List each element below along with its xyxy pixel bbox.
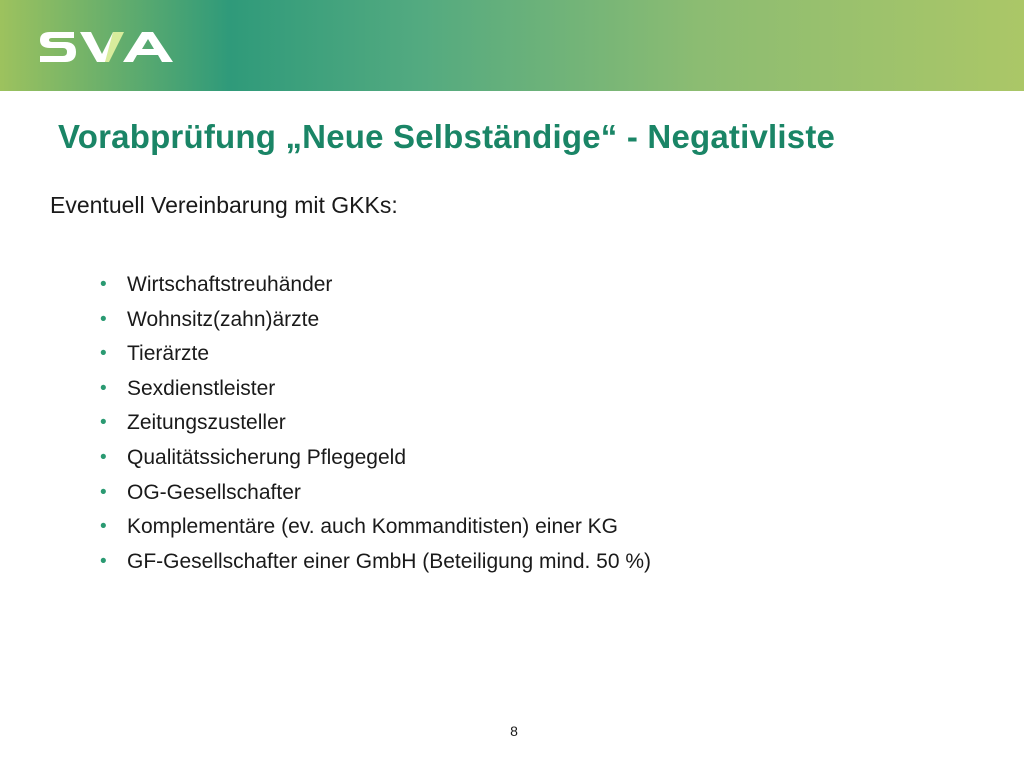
list-item xyxy=(100,372,651,407)
list-item-text: Wohnsitz(zahn)ärzte xyxy=(127,307,320,331)
list-item xyxy=(100,268,651,303)
list-item xyxy=(100,406,651,441)
bullet-icon: • xyxy=(100,481,107,503)
bullet-icon: • xyxy=(100,550,107,572)
list-item-text: Sexdienstleister xyxy=(127,376,276,400)
list-item-text: GF-Gesellschafter einer GmbH (Beteiligung mind. 50 %) xyxy=(127,549,652,573)
page-number: 8 xyxy=(510,723,518,739)
bullet-icon: • xyxy=(100,274,107,295)
intro-text: Eventuell Vereinbarung mit GKKs: xyxy=(50,192,398,218)
list-item-text: Zeitungszusteller xyxy=(127,411,286,435)
bullet-icon: • xyxy=(100,377,107,399)
bullet-icon: • xyxy=(100,446,107,468)
list-item-text: Qualitätssicherung Pflegegeld xyxy=(127,445,407,469)
list-item-text: Komplementäre (ev. auch Kommanditisten) einer KG xyxy=(127,515,618,539)
list-item xyxy=(100,303,651,338)
bullet-icon: • xyxy=(100,343,107,365)
list-item-text: Tierärzte xyxy=(127,342,210,366)
negativliste-list xyxy=(100,268,651,579)
sva-logo xyxy=(36,24,178,68)
bullet-icon: • xyxy=(100,308,107,330)
list-item-text: Wirtschaftstreuhänder xyxy=(127,273,333,296)
list-item xyxy=(100,441,651,476)
list-item xyxy=(100,510,651,545)
list-item xyxy=(100,476,651,511)
list-item-text: OG-Gesellschafter xyxy=(127,480,301,504)
list-item xyxy=(100,545,651,580)
slide-title: Vorabprüfung „Neue Selbständige“ - Negativliste xyxy=(58,118,836,155)
bullet-icon: • xyxy=(100,412,107,434)
bullet-icon: • xyxy=(100,516,107,538)
list-item xyxy=(100,337,651,372)
header-bar xyxy=(0,0,1024,91)
